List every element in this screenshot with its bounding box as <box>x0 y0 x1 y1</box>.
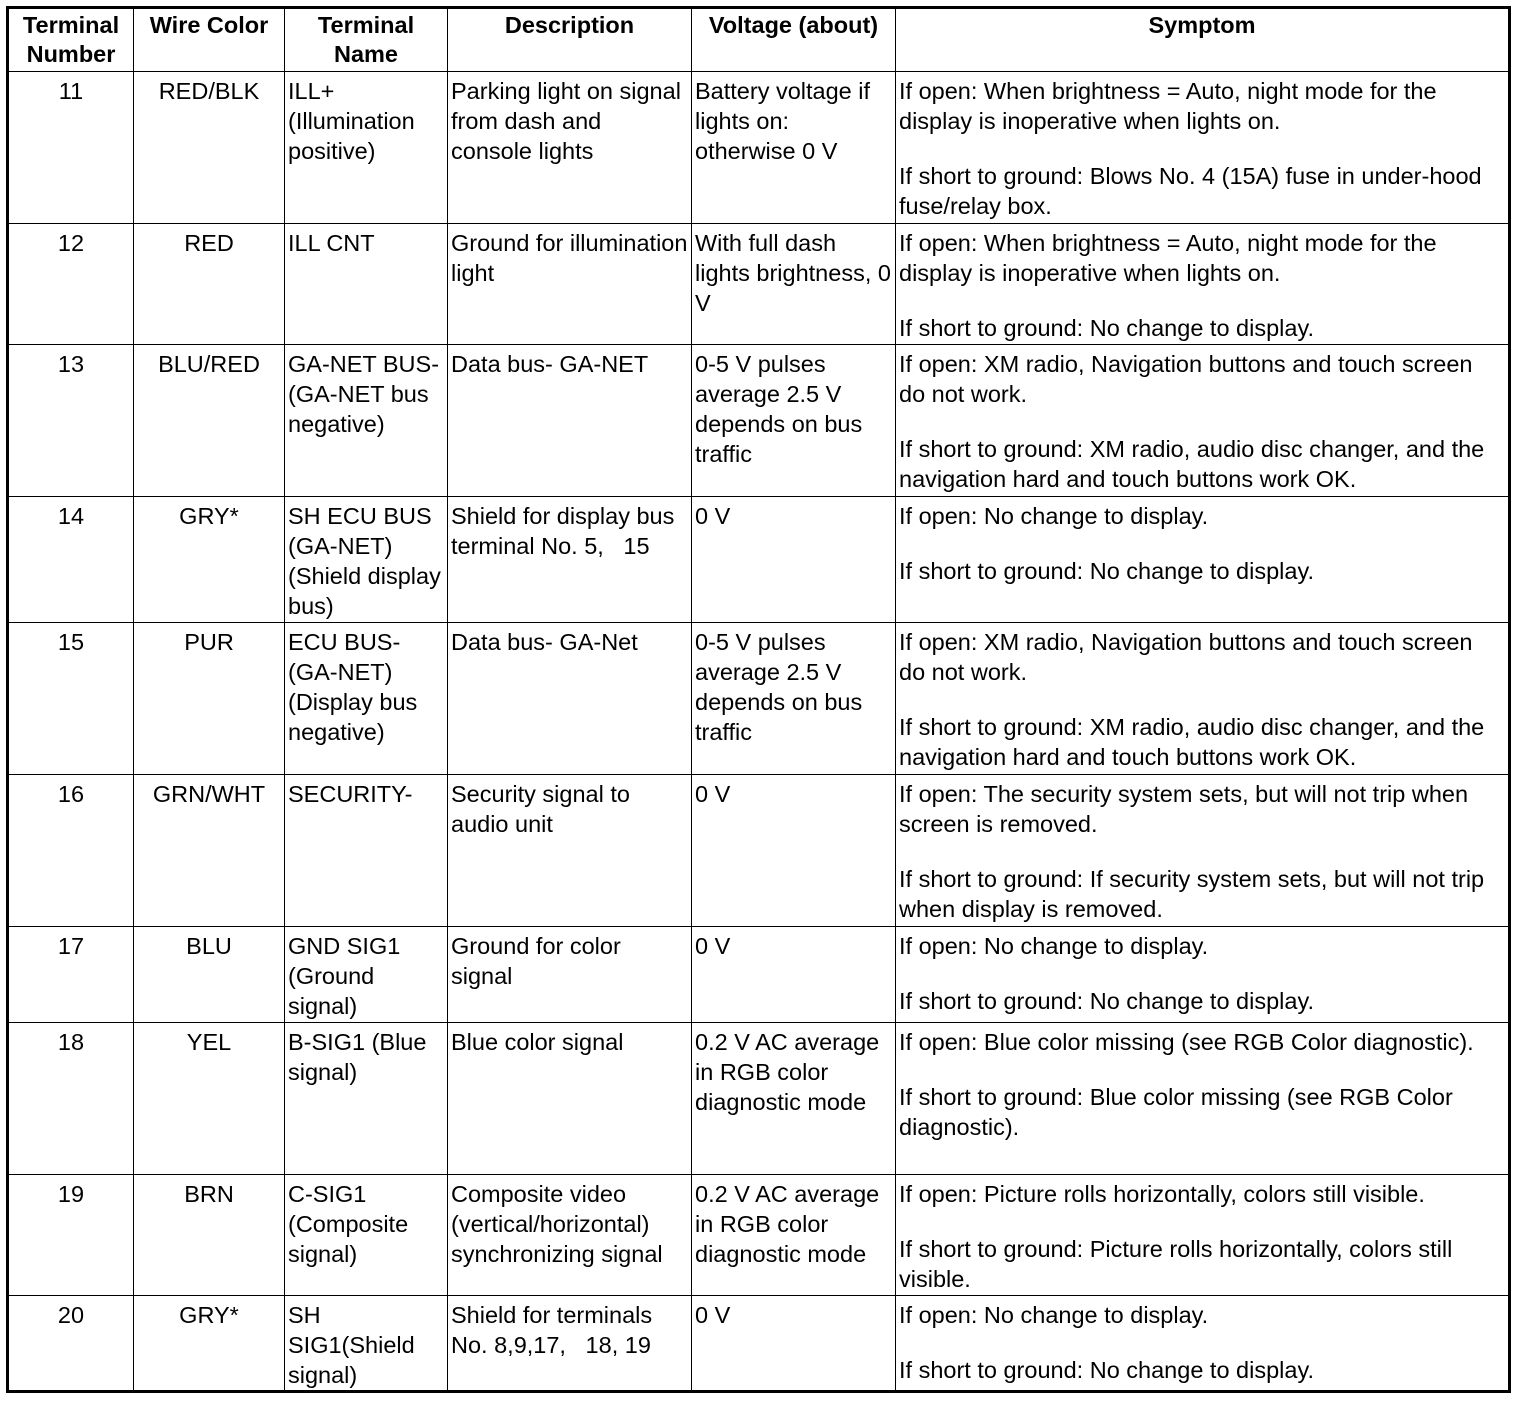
wire-color-cell: RED <box>134 224 285 345</box>
terminal-name-cell: GA-NET BUS- (GA-NET bus negative) <box>285 345 448 497</box>
symptom-cell <box>896 345 1510 497</box>
symptom-if-open: If open: The security system sets, but will not trip when screen is removed. <box>899 781 1469 837</box>
symptom-cell <box>896 623 1510 775</box>
description-cell: Parking light on signal from dash and console lights <box>448 72 692 224</box>
terminal-name-cell: B-SIG1 (Blue signal) <box>285 1023 448 1175</box>
table-row <box>8 1175 1510 1296</box>
symptom-cell <box>896 1296 1510 1392</box>
symptom-cell <box>896 72 1510 224</box>
wire-color-cell: BLU/RED <box>134 345 285 497</box>
symptom-if-open: If open: No change to display. <box>899 933 1209 959</box>
table-row <box>8 927 1510 1023</box>
voltage-cell: 0.2 V AC average in RGB color diagnostic mode <box>692 1175 896 1296</box>
table-row <box>8 775 1510 927</box>
description-cell: Data bus- GA-NET <box>448 345 692 497</box>
table-row <box>8 345 1510 497</box>
voltage-cell: 0 V <box>692 497 896 623</box>
symptom-if-short: If short to ground: Blows No. 4 (15A) fuse in under-hood fuse/relay box. <box>899 163 1482 219</box>
description-cell: Ground for illumination light <box>448 224 692 345</box>
voltage-cell: 0-5 V pulses average 2.5 V depends on bus traffic <box>692 345 896 497</box>
terminal-name-cell: C-SIG1 (Composite signal) <box>285 1175 448 1296</box>
table-header <box>8 8 1510 72</box>
wire-color-cell: GRN/WHT <box>134 775 285 927</box>
wire-color-cell: PUR <box>134 623 285 775</box>
description-cell: Security signal to audio unit <box>448 775 692 927</box>
terminal-number-cell: 19 <box>8 1175 134 1296</box>
terminal-number-cell: 11 <box>8 72 134 224</box>
header-terminal-number: Terminal Number <box>8 8 134 72</box>
table-row <box>8 1023 1510 1175</box>
terminal-number-cell: 17 <box>8 927 134 1023</box>
table-body <box>8 72 1510 1392</box>
table-row <box>8 1296 1510 1392</box>
symptom-cell <box>896 927 1510 1023</box>
symptom-if-open: If open: Picture rolls horizontally, colors still visible. <box>899 1181 1425 1207</box>
symptom-if-short: If short to ground: No change to display. <box>899 1357 1314 1383</box>
voltage-cell: 0 V <box>692 927 896 1023</box>
terminal-number-cell: 13 <box>8 345 134 497</box>
terminal-number-cell: 20 <box>8 1296 134 1392</box>
terminal-name-cell: GND SIG1 (Ground signal) <box>285 927 448 1023</box>
symptom-if-short: If short to ground: If security system sets, but will not trip when display is removed. <box>899 866 1485 922</box>
header-wire-color: Wire Color <box>134 8 285 72</box>
symptom-if-open: If open: No change to display. <box>899 1302 1209 1328</box>
symptom-if-open: If open: When brightness = Auto, night mode for the display is inoperative when lights on. <box>899 230 1437 286</box>
voltage-cell: With full dash lights brightness, 0 V <box>692 224 896 345</box>
header-row <box>8 8 1510 72</box>
wire-color-cell: BLU <box>134 927 285 1023</box>
symptom-cell <box>896 1175 1510 1296</box>
wire-color-cell: GRY* <box>134 1296 285 1392</box>
symptom-if-short: If short to ground: No change to display. <box>899 558 1314 584</box>
terminal-name-cell: SH ECU BUS (GA-NET) (Shield display bus) <box>285 497 448 623</box>
terminal-number-cell: 15 <box>8 623 134 775</box>
symptom-cell <box>896 775 1510 927</box>
voltage-cell: 0.2 V AC average in RGB color diagnostic mode <box>692 1023 896 1175</box>
terminal-name-cell: SECURITY- <box>285 775 448 927</box>
symptom-if-open: If open: Blue color missing (see RGB Color diagnostic). <box>899 1029 1474 1055</box>
header-symptom: Symptom <box>896 8 1510 72</box>
terminal-name-cell: ILL+ (Illumination positive) <box>285 72 448 224</box>
wire-color-cell: GRY* <box>134 497 285 623</box>
description-cell: Shield for display bus terminal No. 5, 15 <box>448 497 692 623</box>
terminal-number-cell: 12 <box>8 224 134 345</box>
table-row <box>8 224 1510 345</box>
symptom-if-short: If short to ground: XM radio, audio disc changer, and the navigation hard and touch buttons work OK. <box>899 436 1485 492</box>
terminal-number-cell: 18 <box>8 1023 134 1175</box>
wire-color-cell: BRN <box>134 1175 285 1296</box>
symptom-if-short: If short to ground: Blue color missing (see RGB Color diagnostic). <box>899 1084 1453 1140</box>
wire-color-cell: YEL <box>134 1023 285 1175</box>
symptom-if-short: If short to ground: No change to display. <box>899 315 1314 341</box>
header-voltage: Voltage (about) <box>692 8 896 72</box>
table-row <box>8 497 1510 623</box>
terminal-name-cell: SH SIG1(Shield signal) <box>285 1296 448 1392</box>
terminal-number-cell: 16 <box>8 775 134 927</box>
wire-color-cell: RED/BLK <box>134 72 285 224</box>
voltage-cell: Battery voltage if lights on: otherwise 0 V <box>692 72 896 224</box>
description-cell: Composite video (vertical/horizontal) synchronizing signal <box>448 1175 692 1296</box>
voltage-cell: 0-5 V pulses average 2.5 V depends on bus traffic <box>692 623 896 775</box>
voltage-cell: 0 V <box>692 775 896 927</box>
terminal-number-cell: 14 <box>8 497 134 623</box>
description-cell: Shield for terminals No. 8,9,17, 18, 19 <box>448 1296 692 1392</box>
terminal-name-cell: ECU BUS- (GA-NET) (Display bus negative) <box>285 623 448 775</box>
symptom-if-short: If short to ground: XM radio, audio disc changer, and the navigation hard and touch buttons work OK. <box>899 714 1485 770</box>
symptom-if-open: If open: XM radio, Navigation buttons and touch screen do not work. <box>899 351 1473 407</box>
symptom-if-open: If open: When brightness = Auto, night mode for the display is inoperative when lights on. <box>899 78 1437 134</box>
terminal-table <box>6 6 1511 1393</box>
description-cell: Data bus- GA-Net <box>448 623 692 775</box>
voltage-cell: 0 V <box>692 1296 896 1392</box>
symptom-cell <box>896 1023 1510 1175</box>
symptom-if-open: If open: XM radio, Navigation buttons and touch screen do not work. <box>899 629 1473 685</box>
symptom-if-open: If open: No change to display. <box>899 503 1209 529</box>
terminal-name-cell: ILL CNT <box>285 224 448 345</box>
table-row <box>8 72 1510 224</box>
header-terminal-name: Terminal Name <box>285 8 448 72</box>
header-description: Description <box>448 8 692 72</box>
symptom-cell <box>896 497 1510 623</box>
table-row <box>8 623 1510 775</box>
symptom-if-short: If short to ground: Picture rolls horizontally, colors still visible. <box>899 1236 1453 1292</box>
symptom-if-short: If short to ground: No change to display. <box>899 988 1314 1014</box>
symptom-cell <box>896 224 1510 345</box>
description-cell: Blue color signal <box>448 1023 692 1175</box>
description-cell: Ground for color signal <box>448 927 692 1023</box>
